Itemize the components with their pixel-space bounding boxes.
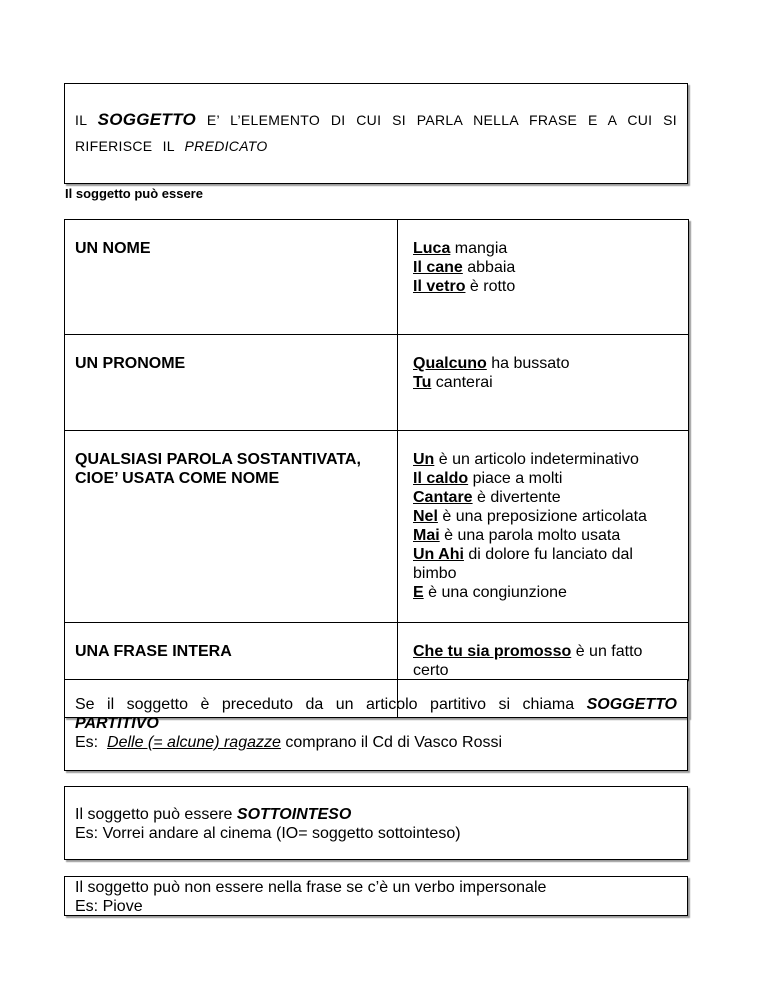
example-line: Cantare è divertente [413, 489, 561, 506]
example-line: Mai è una parola molto usata [413, 527, 621, 544]
example-line: Un Ahi di dolore fu lanciato dal bimbo [413, 546, 633, 582]
impersonal-verb-box [64, 876, 688, 916]
subject-types-table [64, 219, 689, 718]
impersonal-example: Es: Piove [75, 898, 143, 915]
example-line: Il cane abbaia [413, 259, 516, 276]
type-cell: UNA FRASE INTERA [65, 623, 398, 718]
example-subject: Un Ahi [413, 546, 464, 563]
definition-text: IL SOGGETTO E’ L’ELEMENTO DI CUI SI PARLA NELLA FRASE E A CUI SI RIFERISCE IL PREDICATO [75, 110, 677, 154]
example-line: Il vetro è rotto [413, 278, 516, 295]
example-line: Che tu sia promosso è un fatto certo [413, 643, 643, 679]
partitive-subject-box [64, 679, 688, 771]
example-line: Il caldo piace a molti [413, 470, 563, 487]
table-row [65, 431, 689, 623]
implied-subject-box [64, 786, 688, 860]
partitive-example: Es: Delle (= alcune) ragazze comprano il Cd di Vasco Rossi [75, 734, 503, 751]
table-row [65, 220, 689, 335]
table-row [65, 335, 689, 431]
type-cell: UN NOME [65, 220, 398, 335]
example-line: Luca mangia [413, 240, 508, 257]
type-cell: UN PRONOME [65, 335, 398, 431]
example-line: Qualcuno ha bussato [413, 355, 570, 372]
example-subject: Tu [413, 374, 432, 391]
example-subject: Che tu sia promosso [413, 643, 572, 660]
example-subject: Un [413, 451, 435, 468]
example-subject: Qualcuno [413, 355, 487, 372]
example-subject: Nel [413, 508, 438, 525]
impersonal-definition: Il soggetto può non essere nella frase se c’è un verbo impersonale [75, 879, 547, 896]
examples-cell [398, 220, 689, 335]
predicate-term: PREDICATO [184, 138, 268, 154]
example-line: Nel è una preposizione articolata [413, 508, 647, 525]
definition-box [64, 83, 688, 184]
implied-term: SOTTOINTESO [236, 806, 352, 823]
partitive-term: SOGGETTO PARTITIVO [75, 696, 677, 732]
example-subject: E [413, 584, 424, 601]
example-subject: Il caldo [413, 470, 469, 487]
implied-definition: Il soggetto può essere SOTTOINTESO [75, 806, 352, 823]
examples-cell [398, 335, 689, 431]
partitive-example-subject: Delle (= alcune) ragazze [107, 734, 281, 751]
example-line: E è una congiunzione [413, 584, 567, 601]
partitive-definition: Se il soggetto è preceduto da un articolo partitivo si chiama SOGGETTO PARTITIVO [75, 696, 677, 732]
example-subject: Mai [413, 527, 440, 544]
types-intro-label: Il soggetto può essere [65, 186, 203, 201]
example-subject: Luca [413, 240, 451, 257]
implied-example: Es: Vorrei andare al cinema (IO= soggetto sottointeso) [75, 825, 461, 842]
example-line: Tu canterai [413, 374, 493, 391]
type-cell: QUALSIASI PAROLA SOSTANTIVATA, CIOE’ USATA COME NOME [65, 431, 398, 623]
example-subject: Il cane [413, 259, 463, 276]
examples-cell [398, 431, 689, 623]
example-subject: Cantare [413, 489, 473, 506]
example-subject: Il vetro [413, 278, 466, 295]
example-line: Un è un articolo indeterminativo [413, 451, 639, 468]
subject-term: SOGGETTO [97, 110, 197, 129]
